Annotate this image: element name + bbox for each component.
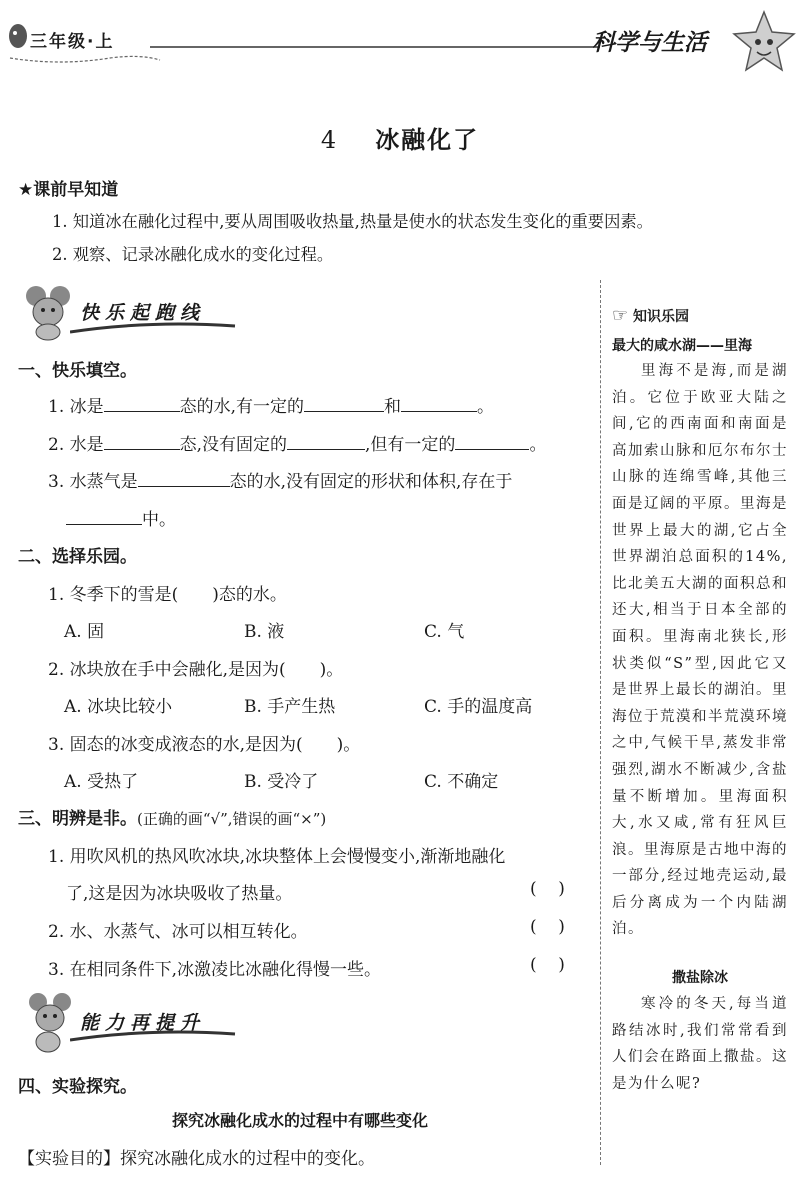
section3-note: (正确的画“√”,错误的画“×”) <box>137 810 327 828</box>
fill-question-2: 2. 水是 态,没有固定的 ,但有一定的 。 <box>48 430 546 455</box>
lesson-title: 冰融化了 <box>375 126 480 154</box>
option-1a[interactable]: A. 固 <box>64 622 105 642</box>
section4-heading: 四、实验探究。 <box>18 1077 137 1097</box>
lesson-number: 4 <box>320 126 337 154</box>
mascot-star-icon <box>732 10 796 76</box>
blank-2a[interactable] <box>104 431 180 450</box>
option-3b[interactable]: B. 受冷了 <box>244 772 319 792</box>
preview-heading: ★课前早知道 <box>18 180 119 200</box>
series-title: 科学与生活 <box>592 30 707 56</box>
banner-happy-start: 快乐起跑线 <box>80 302 206 324</box>
preview-item-1: 1. 知道冰在融化过程中,要从周围吸收热量,热量是使水的状态发生变化的重要因素。 <box>52 212 653 231</box>
section2-heading: 二、选择乐园。 <box>18 547 137 567</box>
column-divider <box>600 280 601 1165</box>
knowledge-sidebar <box>612 304 788 1097</box>
choice-question-3: 3. 固态的冰变成液态的水,是因为( )。 <box>48 735 361 755</box>
mouse-mascot-icon <box>18 990 78 1056</box>
preview-item-2: 2. 观察、记录冰融化成水的变化过程。 <box>52 245 334 264</box>
judge-question-1: 1. 用吹风机的热风吹冰块,冰块整体上会慢慢变小,渐渐地融化 <box>48 847 506 867</box>
choice-question-2: 2. 冰块放在手中会融化,是因为( )。 <box>48 660 344 680</box>
sidebar-text-1: 里海不是海,而是湖泊。它位于欧亚大陆之间,它的西南面和南面是高加索山脉和厄尔布尔士山脉的连绵雪峰,其他三面是辽阔的平原。里海是世界上最大的湖,它占全世界湖泊总面积的14%,比北美五大湖的面积总和还大,相当于日本全部的面积。里海南北狭长,形状类似“S”型,因此它又是世界上最长的湖泊。里海位于荒漠和半荒漠环境之中,气候干旱,蒸发非常强烈,湖水不断减少,含盐量不断增加。里海面积大,水又咸,常有狂风巨浪。里海原是古地中海的一部分,经过地壳运动,最后分离成为一个内陆湖泊。 <box>612 363 788 938</box>
banner-improve: 能力再提升 <box>80 1012 206 1034</box>
judge-question-2: 2. 水、水蒸气、冰可以相互转化。 <box>48 922 308 942</box>
sidebar-text-2: 寒冷的冬天,每当道路结冰时,我们常常看到人们会在路面上撒盐。这是为什么呢? <box>612 996 788 1092</box>
blank-1a[interactable] <box>104 393 180 412</box>
judge-question-1-cont: 了,这是因为冰块吸收了热量。 <box>66 884 293 904</box>
pointing-hand-icon: ☞ <box>612 305 629 326</box>
option-1c[interactable]: C. 气 <box>424 622 465 642</box>
sidebar-label: ☞ 知识乐园 <box>612 305 690 326</box>
judge-answer-3[interactable]: ( ) <box>530 955 565 975</box>
blank-1b[interactable] <box>304 393 384 412</box>
sidebar-title-1: 最大的咸水湖——里海 <box>612 338 752 354</box>
option-3c[interactable]: C. 不确定 <box>424 772 499 792</box>
section3-heading: 三、明辨是非。(正确的画“√”,错误的画“×”) <box>18 809 327 829</box>
experiment-title: 探究冰融化成水的过程中有哪些变化 <box>171 1111 428 1130</box>
section1-heading: 一、快乐填空。 <box>18 361 137 381</box>
judge-answer-1[interactable]: ( ) <box>530 879 565 899</box>
blank-2b[interactable] <box>287 431 365 450</box>
fill-question-3: 3. 水蒸气是 态的水,没有固定的形状和体积,存在于 <box>48 467 512 492</box>
mouse-mascot-icon <box>18 282 78 342</box>
option-1b[interactable]: B. 液 <box>244 622 285 642</box>
option-3a[interactable]: A. 受热了 <box>64 772 139 792</box>
judge-answer-2[interactable]: ( ) <box>530 917 565 937</box>
option-2c[interactable]: C. 手的温度高 <box>424 697 533 717</box>
blank-2c[interactable] <box>455 431 529 450</box>
grade-label: 三年级·上 <box>30 32 115 52</box>
option-2a[interactable]: A. 冰块比较小 <box>64 697 173 717</box>
sidebar-title-2: 撒盐除冰 <box>672 970 728 987</box>
blank-1c[interactable] <box>401 393 477 412</box>
page-title <box>0 120 800 155</box>
fill-question-3-cont: 中。 <box>66 505 176 530</box>
blank-3b[interactable] <box>66 506 142 525</box>
choice-question-1: 1. 冬季下的雪是( )态的水。 <box>48 585 287 605</box>
option-2b[interactable]: B. 手产生热 <box>244 697 336 717</box>
experiment-purpose: 【实验目的】探究冰融化成水的过程中的变化。 <box>18 1149 375 1169</box>
header-bar <box>0 0 800 90</box>
blank-3a[interactable] <box>138 468 230 487</box>
judge-question-3: 3. 在相同条件下,冰激凌比冰融化得慢一些。 <box>48 960 382 980</box>
fill-question-1: 1. 冰是 态的水,有一定的 和 。 <box>48 392 494 417</box>
